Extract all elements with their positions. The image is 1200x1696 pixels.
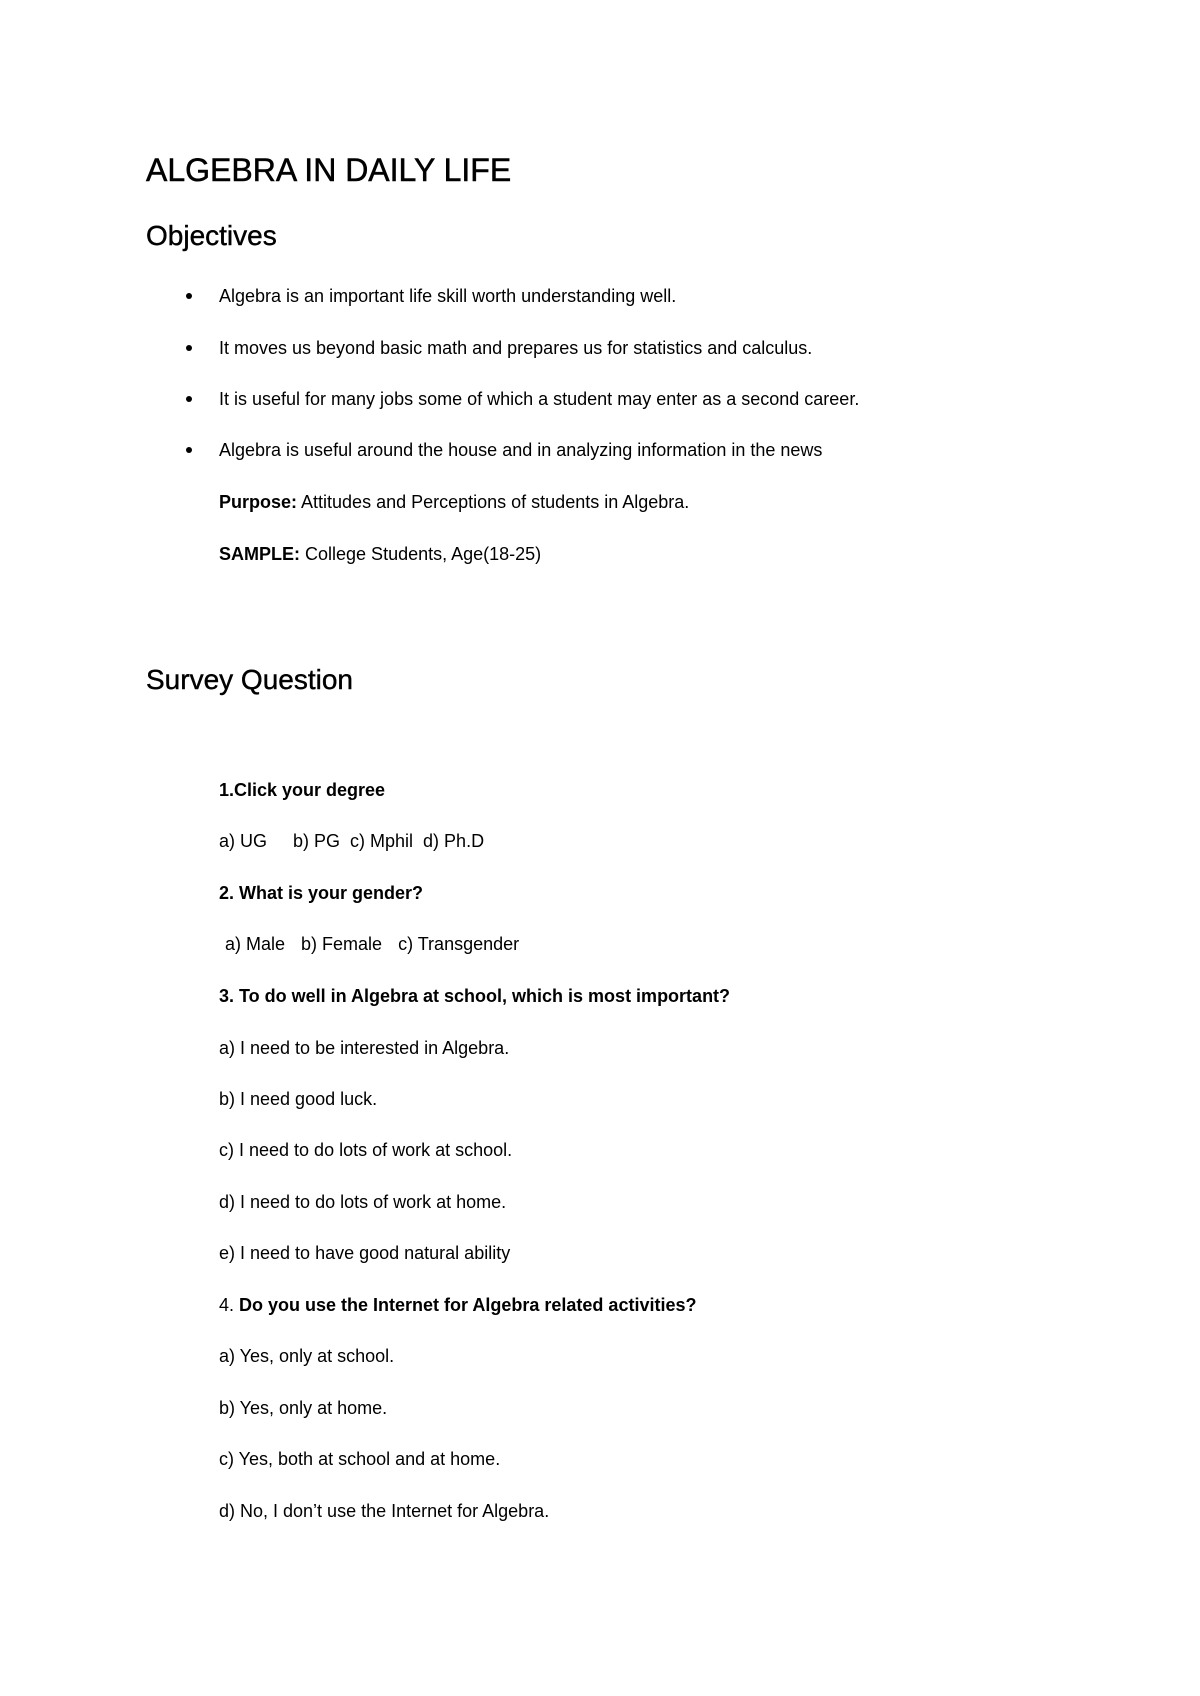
question-4-number: 4. xyxy=(219,1295,235,1315)
objective-item: It moves us beyond basic math and prepares us for statistics and calculus. xyxy=(219,338,813,358)
objective-item: Algebra is useful around the house and in analyzing information in the news xyxy=(219,440,823,460)
option: c) Transgender xyxy=(398,934,520,954)
question-4-option: c) Yes, both at school and at home. xyxy=(219,1449,501,1469)
objectives-heading: Objectives xyxy=(146,220,277,251)
question-3: 3. To do well in Algebra at school, which is most important? xyxy=(219,986,731,1006)
sample-text: College Students, Age(18-25) xyxy=(305,544,542,564)
question-2-options xyxy=(225,932,519,956)
objective-item: It is useful for many jobs some of which a student may enter as a second career. xyxy=(219,389,860,409)
question-3-option: b) I need good luck. xyxy=(219,1089,378,1109)
question-3-option: c) I need to do lots of work at school. xyxy=(219,1140,513,1160)
question-4-option: d) No, I don’t use the Internet for Algebra. xyxy=(219,1501,550,1521)
question-4-option: b) Yes, only at home. xyxy=(219,1398,388,1418)
document-title: ALGEBRA IN DAILY LIFE xyxy=(146,152,512,188)
objective-item: Algebra is an important life skill worth understanding well. xyxy=(219,286,677,306)
purpose-line xyxy=(219,490,689,514)
option: b) PG xyxy=(293,831,341,851)
option: b) Female xyxy=(301,934,383,954)
question-4-option: a) Yes, only at school. xyxy=(219,1346,395,1366)
bullet-icon xyxy=(186,293,192,299)
question-3-option: e) I need to have good natural ability xyxy=(219,1243,511,1263)
option: a) UG xyxy=(219,831,268,851)
question-1: 1.Click your degree xyxy=(219,780,386,800)
survey-heading: Survey Question xyxy=(146,664,353,695)
purpose-text: Attitudes and Perceptions of students in Algebra. xyxy=(301,492,690,512)
sample-label: SAMPLE: xyxy=(219,544,300,564)
option: a) Male xyxy=(225,934,286,954)
question-2: 2. What is your gender? xyxy=(219,883,424,903)
bullet-icon xyxy=(186,345,192,351)
option: d) Ph.D xyxy=(423,831,485,851)
question-4 xyxy=(219,1293,696,1317)
question-3-option: d) I need to do lots of work at home. xyxy=(219,1192,507,1212)
question-3-option: a) I need to be interested in Algebra. xyxy=(219,1038,510,1058)
bullet-icon xyxy=(186,447,192,453)
bullet-icon xyxy=(186,396,192,402)
question-4-text: Do you use the Internet for Algebra related activities? xyxy=(239,1295,697,1315)
option: c) Mphil xyxy=(350,831,414,851)
sample-line xyxy=(219,542,541,566)
question-1-options xyxy=(219,829,484,853)
purpose-label: Purpose: xyxy=(219,492,298,512)
